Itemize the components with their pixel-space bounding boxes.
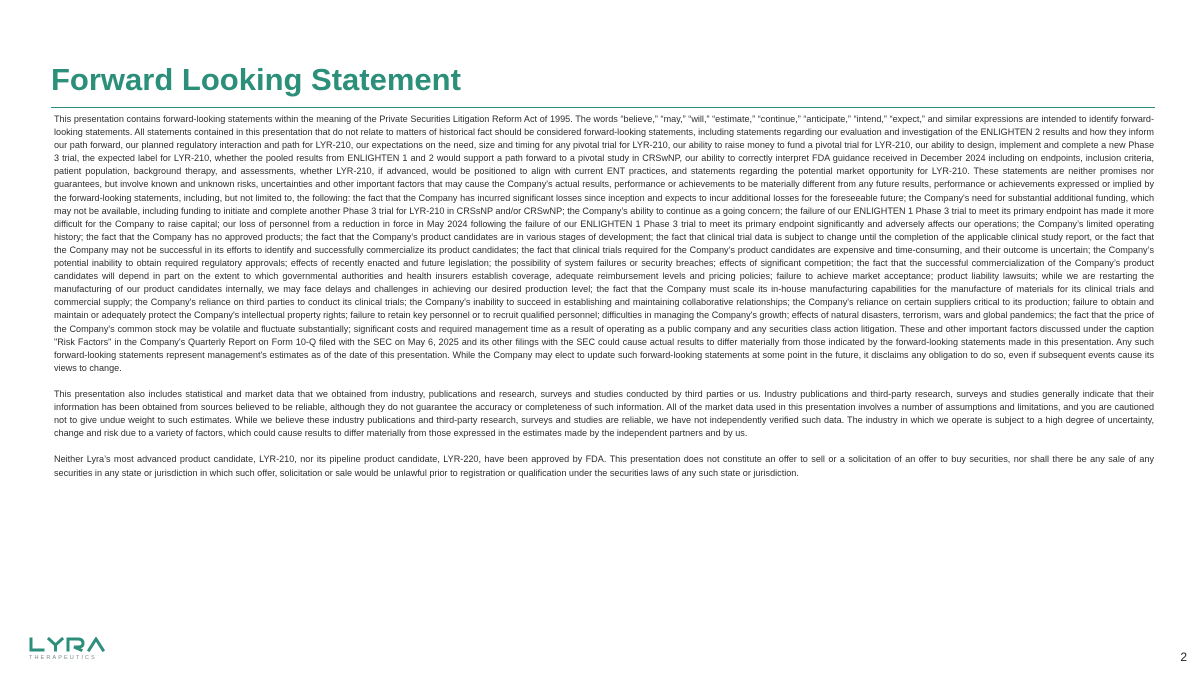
forward-looking-paragraph: This presentation contains forward-looking statements within the meaning of the Private Securities Litigation Reform Act of 1995. The words “believe,” “may,” “will,” “estimate,” “continue,” “anticipate,” “intend,” “expect,” and similar expressions are intended to identify forward-looking statements. All statements contained in this presentation that do not relate to matters of historical fact should be considered forward-looking statements, including statements regarding our evaluation and investigation of the ENLIGHTEN 2 results and how they inform our path forward, our planned regulatory interaction and path for LYR-210, our expectations on the need, size and timing for any pivotal trial for LYR-210, our ability to raise money to fund a pivotal trial for LYR-210, our ability to design, implement and complete a new Phase 3 trial, the expected label for LYR-210, whether the pooled results from ENLIGHTEN 1 and 2 would support a path forward to a pivotal study in CRSwNP, our ability to correctly interpret FDA guidance received in December 2024 including on endpoints, inclusion criteria, patient population, background therapy, and assessments, whether LYR-210, if advanced, would be positioned to align with current ENT practices, and statements regarding the potential market opportunity for LYR-210. These statements are neither promises nor guarantees, but involve known and unknown risks, uncertainties and other important factors that may cause the Company's actual results, performance or achievements to be materially different from any future results, performance or achievements expressed or implied by the forward-looking statements, including, but not limited to, the following: the fact that the Company has incurred significant losses since inception and expects to incur additional losses for the foreseeable future; the Company's need for substantial additional funding, which may not be available, including funding to initiate and complete another Phase 3 trial for LYR-210 in CRSsNP and/or CRSwNP; the Company’s ability to continue as a going concern; the failure of our ENLIGHTEN 1 Phase 3 trial to meet its primary endpoint has made it more difficult for the Company to raise capital; our loss of personnel from a reduction in force in May 2024 following the failure of our ENLIGHTEN 1 Phase 3 trial to meet its primary endpoint significantly and adversely affects our operations; the Company’s limited operating history; the fact that the Company has no approved products; the fact that the Company’s product candidates are in various stages of development; the fact that clinical trial data is subject to change until the completion of the applicable clinical study report, or the fact that the Company may not be successful in its efforts to identify and successfully commercialize its product candidates; the fact that clinical trials required for the Company’s product candidates are expensive and time-consuming, and their outcome is uncertain; the Company’s potential inability to obtain required regulatory approvals; effects of recently enacted and future legislation; the possibility of system failures or security breaches; effects of significant competition; the fact that the successful commercialization of the Company’s product candidates will depend in part on the extent to which governmental authorities and health insurers establish coverage, adequate reimbursement levels and pricing policies; failure to achieve market acceptance; product liability lawsuits; while we are restarting the manufacturing of our product candidates internally, we may face delays and challenges in achieving our desired production level; the fact that the Company must scale its in-house manufacturing capabilities for the manufacture of materials for its clinical trials and commercial supply; the Company's reliance on third parties to conduct its clinical trials; the Company's inability to succeed in establishing and maintaining collaborative relationships; the Company's reliance on certain suppliers critical to its production; failure to obtain and maintain or adequately protect the Company's intellectual property rights; failure to retain key personnel or to recruit qualified personnel; difficulties in managing the Company's growth; effects of natural disasters, terrorism, wars and global pandemics; the fact that the price of the Company's common stock may be volatile and fluctuate substantially; significant costs and required management time as a result of operating as a public company and any securities class action litigation. These and other important factors discussed under the caption "Risk Factors" in the Company's Quarterly Report on Form 10-Q filed with the SEC on May 6, 2025 and its other filings with the SEC could cause actual results to differ materially from those indicated by the forward-looking statements made in this presentation. Any such forward-looking statements represent management's estimates as of the date of this presentation. While the Company may elect to update such forward-looking statements at some point in the future, it disclaims any obligation to do so, even if subsequent events cause its views to change.: [54, 114, 1155, 373]
title-divider: [51, 107, 1155, 108]
page-number: 2: [1180, 650, 1187, 664]
market-data-paragraph: This presentation also includes statistical and market data that we obtained from industry, publications and research, surveys and studies conducted by third parties or us. Industry publications and third-party research, surveys and studies generally indicate that their information has been obtained from sources believed to be reliable, although they do not guarantee the accuracy or completeness of such information. All of the market data used in this presentation involves a number of assumptions and limitations, and you are cautioned not to give undue weight to such estimates. While we believe these industry publications and third-party research, surveys and studies are reliable, we have not independently verified such data. The industry in which we operate is subject to a high degree of uncertainty, change and risk due to a variety of factors, which could cause results to differ materially from those expressed in the estimates made by the independent partners and by us.: [54, 388, 1154, 439]
disclaimer-body: [54, 113, 1154, 493]
lyra-wordmark-logo: [28, 637, 112, 653]
logo-subtitle: THERAPEUTICS: [29, 655, 97, 661]
slide-title: Forward Looking Statement: [51, 62, 461, 97]
lyra-therapeutics-logo: [28, 637, 112, 661]
regulatory-status-paragraph: Neither Lyra’s most advanced product candidate, LYR-210, nor its pipeline product candidate, LYR-220, have been approved by FDA. This presentation does not constitute an offer to sell or a solicitation of an offer to buy securities, nor shall there be any sale of any securities in any state or jurisdiction in which such offer, solicitation or sale would be unlawful prior to registration or qualification under the securities laws of any such state or jurisdiction.: [54, 454, 1154, 478]
